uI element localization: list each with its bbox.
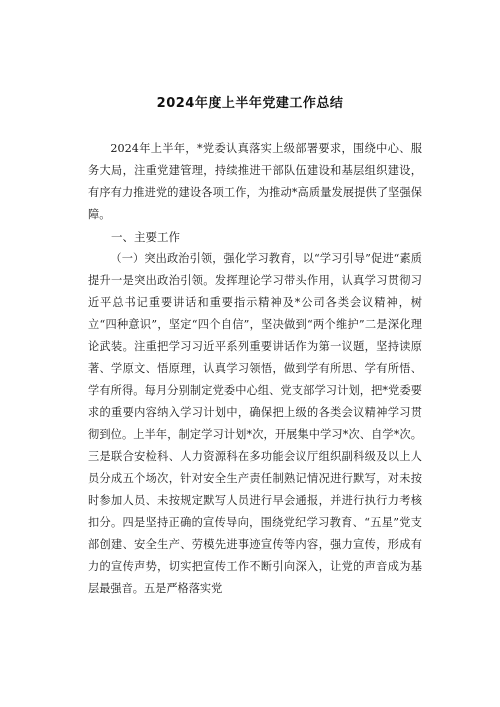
intro-paragraph: 2024年上半年，*党委认真落实上级部署要求，围绕中心、服务大局，注重党建管理，持续推进干部队伍建设和基层组织建设，有序有力推进党的建设各项工作，为推动*高质量发展提供了坚强保障。 [88, 142, 422, 221]
document-title: 2024年度上半年党建工作总结 [156, 96, 344, 111]
section-heading-main-work: 一、主要工作 [111, 230, 180, 244]
document-body [88, 138, 422, 600]
section-paragraph-political-guidance: （一）突出政治引领，强化学习教育，以“学习引导”促进“素质提升一是突出政治引领。发挥理论学习带头作用，认真学习贯彻习近平总书记重要讲话和重要指示精神及*公司各类会议精神，树立“四种意识”，坚定“四个自信”，坚决做到“两个维护”二是深化理论武装。注重把学习习近平系列重要讲话作为第一议题，坚持读原著、学原文、悟原理，认真学习领悟，做到学有所思、学有所悟、学有所得。每月分别制定党委中心组、党支部学习计划，把*党委要求的重要内容纳入学习计划中，确保把上级的各类会议精神学习贯彻到位。上半年，制定学习计划*次，开展集中学习*次、自学*次。三是联合安检科、人力资源科在多功能会议厅组织副科级及以上人员分成五个场次，针对安全生产责任制熟记情况进行默写，对未按时参加人员、未按规定默写人员进行早会通报，并进行执行力考核扣分。四是坚持正确的宣传导向，围绕党纪学习教育、“五星”党支部创建、安全生产、劳模先进事迹宣传等内容，强力宣传，形成有力的宣传声势，切实把宣传工作不断引向深入，让党的声音成为基层最强音。五是严格落实党 [88, 252, 422, 595]
